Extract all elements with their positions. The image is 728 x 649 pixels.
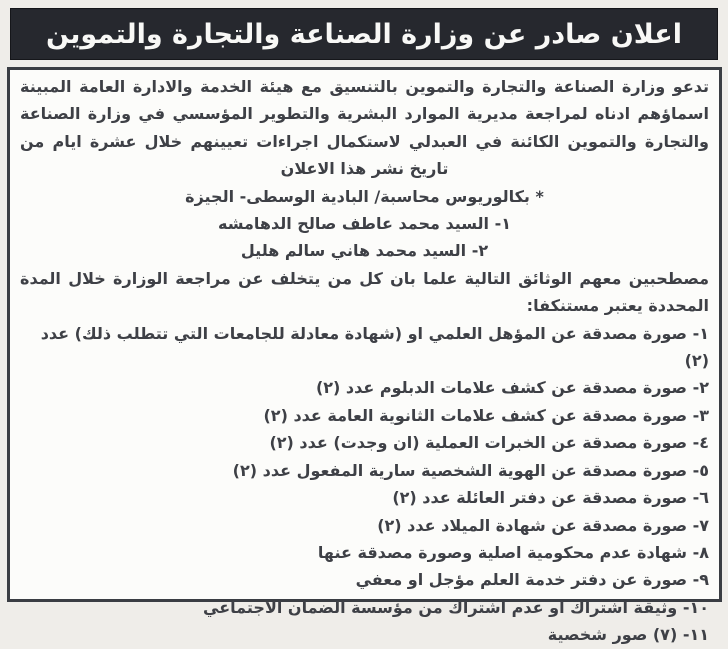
documents-note: مصطحبين معهم الوثائق التالية علما بان كل من يتخلف عن مراجعة الوزارة خلال المدة المحددة يعتبر مستنكفا: [20, 268, 709, 316]
document-item: ٩- صورة عن دفتر خدمة العلم مؤجل او معفي [355, 570, 709, 590]
document-item: ١١- (٧) صور شخصية [547, 625, 709, 645]
document-list [20, 320, 709, 649]
candidate-name: ١- السيد محمد عاطف صالح الدهامشه [217, 214, 511, 234]
document-item: ٧- صورة مصدقة عن شهادة الميلاد عدد (٢) [377, 515, 709, 535]
document-item: ٥- صورة مصدقة عن الهوية الشخصية سارية المفعول عدد (٢) [232, 460, 709, 480]
document-item: ١- صورة مصدقة عن المؤهل العلمي او (شهادة معادلة للجامعات التي تتطلب ذلك) عدد (٢) [40, 323, 709, 371]
document-item: ٤- صورة مصدقة عن الخبرات العملية (ان وجدت) عدد (٢) [269, 433, 709, 453]
intro-paragraph: تدعو وزارة الصناعة والتجارة والتموين بالتنسيق مع هيئة الخدمة والادارة العامة المبينة اسماؤهم ادناه لمراجعة مديرية الموارد البشرية والتطوير المؤسسي في وزارة الصناعة والتجارة والتموين الكائنة في العبدلي لاستكمال اجراءات تعيينهم خلال عشرة ايام من تاريخ نشر هذا الاعلان [20, 77, 709, 179]
announcement-body [7, 67, 722, 645]
document-item: ١٠- وثيقة اشتراك او عدم اشتراك من مؤسسة الضمان الاجتماعي [203, 597, 709, 617]
announcement-header-bar [10, 8, 718, 60]
document-item: ٣- صورة مصدقة عن كشف علامات الثانوية العامة عدد (٢) [263, 405, 709, 425]
document-item: ٨- شهادة عدم محكومية اصلية وصورة مصدقة عنها [317, 542, 709, 562]
document-item: ٢- صورة مصدقة عن كشف علامات الدبلوم عدد (٢) [315, 378, 709, 398]
qualification-line: * بكالوريوس محاسبة/ البادية الوسطى- الجيزة [185, 186, 544, 206]
document-item: ٦- صورة مصدقة عن دفتر العائلة عدد (٢) [392, 488, 709, 508]
announcement-title: اعلان صادر عن وزارة الصناعة والتجارة والتموين [46, 18, 682, 50]
candidate-name-list [20, 210, 709, 265]
candidate-name: ٢- السيد محمد هاني سالم هليل [240, 241, 489, 261]
